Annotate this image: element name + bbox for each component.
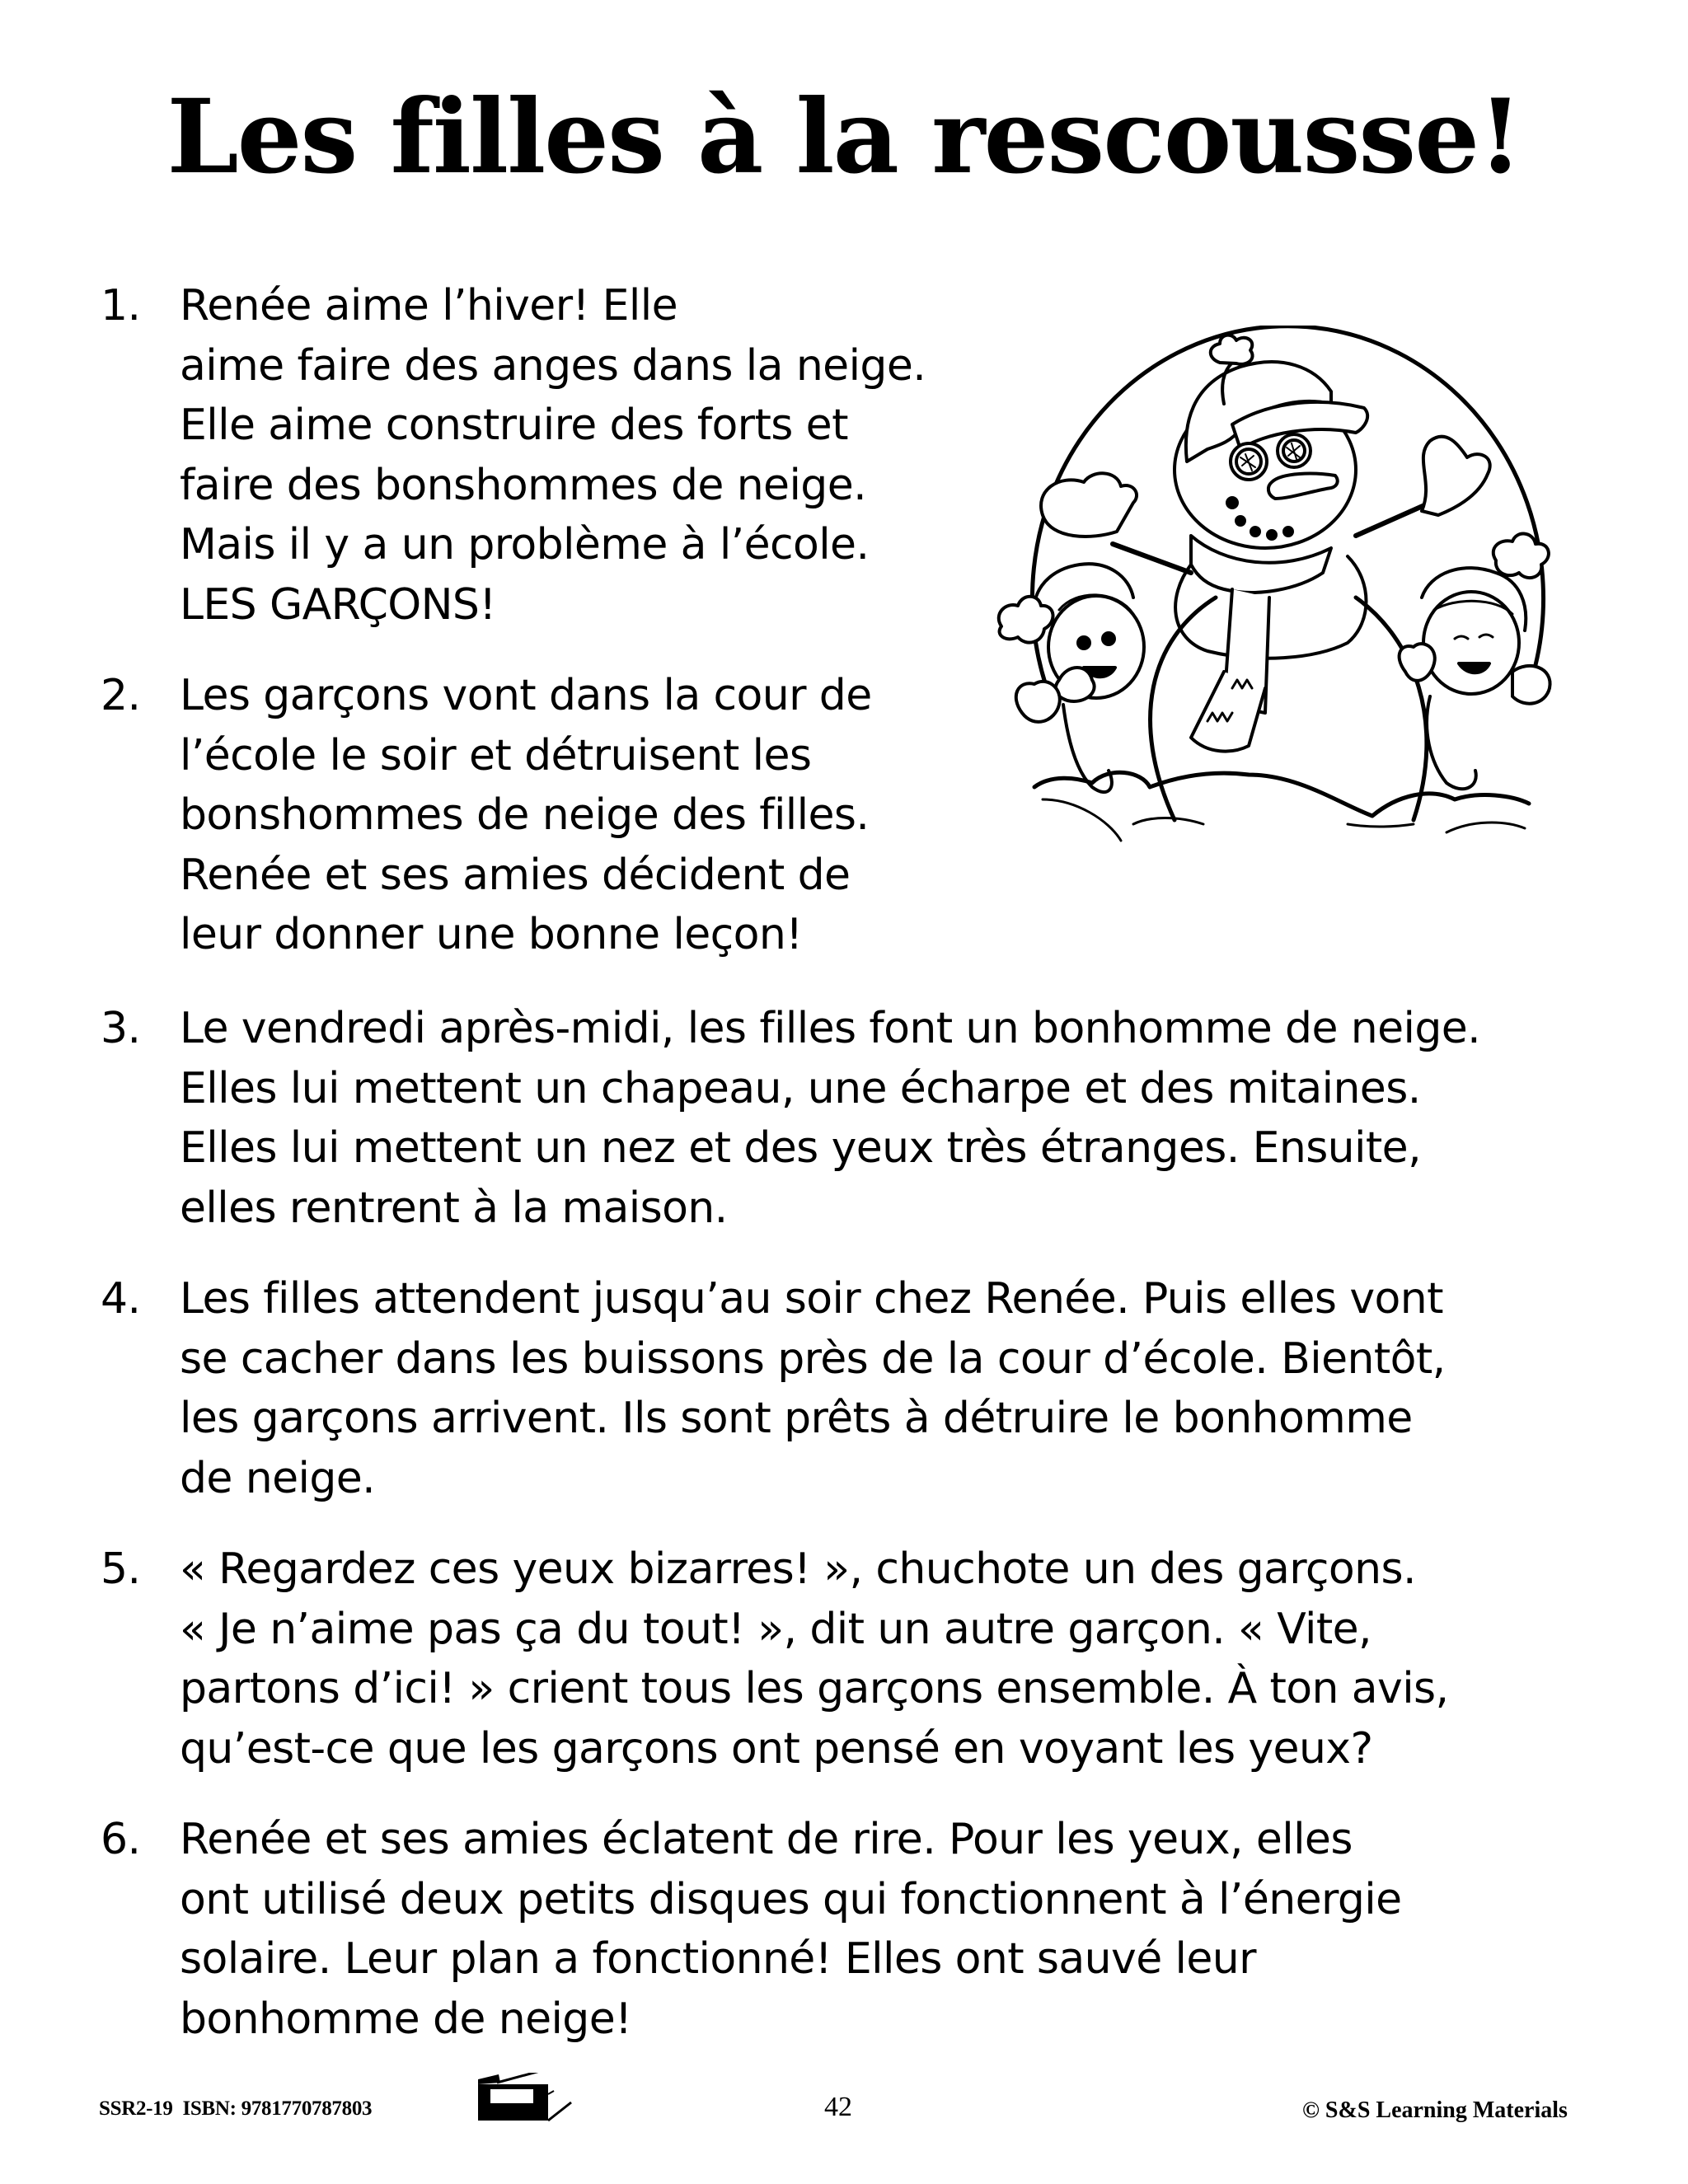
item-number: 3.	[101, 1004, 141, 1053]
item-text	[180, 1810, 1402, 2049]
text-line: bonshommes de neige des filles.	[180, 790, 870, 840]
text-line: se cacher dans les buissons près de la cour d’école. Bientôt,	[180, 1333, 1446, 1384]
photocopier-icon	[474, 2073, 573, 2124]
text-line: les garçons arrivent. Ils sont prêts à détruire le bonhomme	[180, 1394, 1413, 1443]
page-title: Les filles à la rescousse!	[166, 77, 1522, 197]
item-number: 2.	[101, 671, 141, 720]
text-line: Le vendredi après-midi, les filles font un bonhomme de neige.	[180, 1004, 1481, 1053]
text-line: faire des bonshommes de neige.	[180, 460, 867, 510]
footer-code-isbn: SSR2-19 ISBN: 9781770787803	[99, 2097, 373, 2120]
text-line: « Regardez ces yeux bizarres! », chuchote un des garçons.	[180, 1544, 1416, 1594]
text-line: LES GARÇONS!	[180, 579, 496, 630]
text-line: Elles lui mettent un nez et des yeux très étranges. Ensuite,	[180, 1123, 1421, 1173]
item-text	[180, 999, 1480, 1238]
text-line: de neige.	[180, 1453, 376, 1503]
text-line: Renée et ses amies décident de	[180, 850, 851, 900]
text-line: solaire. Leur plan a fonctionné! Elles ont sauvé leur	[180, 1934, 1256, 1984]
snowman-illustration	[985, 326, 1603, 878]
item-text	[180, 276, 926, 635]
text-line: elles rentrent à la maison.	[180, 1183, 728, 1233]
child-right	[1400, 534, 1550, 790]
text-line: ont utilisé deux petits disques qui fonctionnent à l’énergie	[180, 1874, 1402, 1924]
text-line: Renée et ses amies éclatent de rire. Pour les yeux, elles	[180, 1815, 1353, 1864]
footer-copyright: © S&S Learning Materials	[1302, 2097, 1568, 2123]
right-mitten	[1422, 437, 1490, 515]
text-line: aime faire des anges dans la neige.	[180, 340, 926, 391]
child-left	[999, 564, 1144, 792]
text-line: Renée aime l’hiver! Elle	[180, 281, 678, 330]
text-line: qu’est-ce que les garçons ont pensé en voyant les yeux?	[180, 1723, 1373, 1774]
left-mitten	[1041, 473, 1137, 537]
item-number: 6.	[101, 1815, 141, 1864]
snowman-body	[1151, 598, 1427, 820]
item-text	[180, 1269, 1446, 1508]
text-line: partons d’ici! » crient tous les garçons ensemble. À ton avis,	[180, 1664, 1449, 1713]
text-line: « Je n’aime pas ça du tout! », dit un autre garçon. « Vite,	[180, 1604, 1372, 1654]
text-line: Mais il y a un problème à l’école.	[180, 520, 870, 569]
text-line: bonhomme de neige!	[180, 1994, 632, 2044]
item-number: 5.	[101, 1544, 141, 1594]
page-number: 42	[824, 2092, 852, 2122]
text-line: Elles lui mettent un chapeau, une écharpe et des mitaines.	[180, 1063, 1421, 1113]
item-number: 1.	[101, 281, 141, 330]
item-number: 4.	[101, 1274, 141, 1324]
item-text	[180, 1540, 1448, 1779]
item-text	[180, 666, 872, 965]
text-line: Les filles attendent jusqu’au soir chez Renée. Puis elles vont	[180, 1274, 1443, 1324]
text-line: Les garçons vont dans la cour de	[180, 671, 872, 720]
text-line: leur donner une bonne leçon!	[180, 910, 803, 959]
text-line: Elle aime construire des forts et	[180, 401, 848, 450]
text-line: l’école le soir et détruisent les	[180, 730, 812, 780]
